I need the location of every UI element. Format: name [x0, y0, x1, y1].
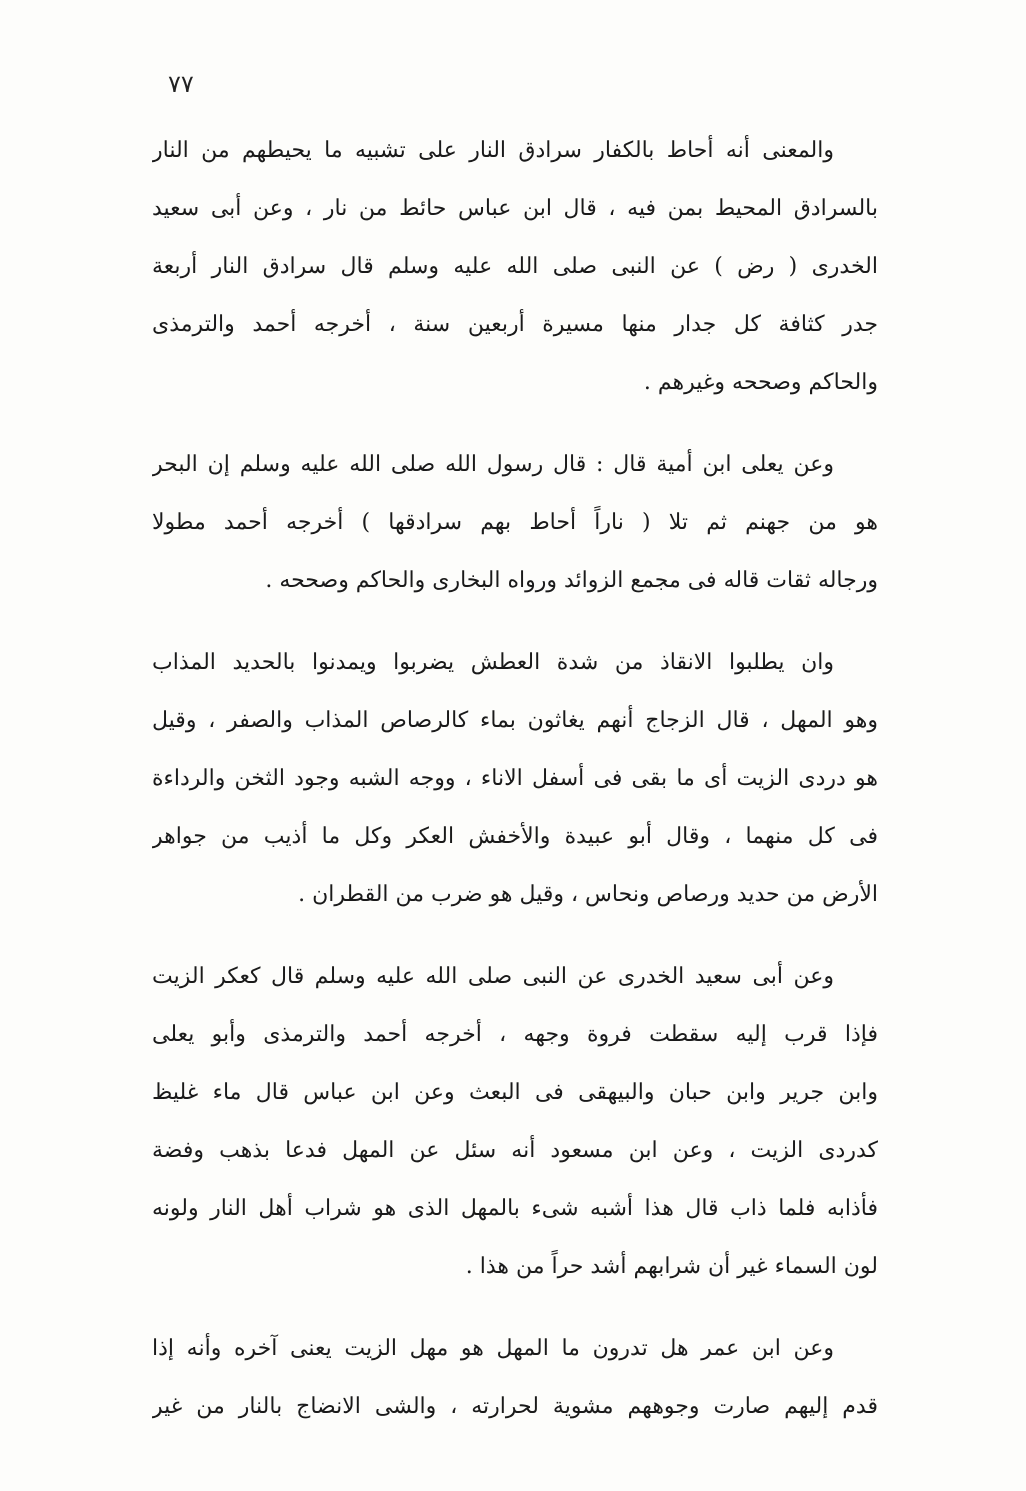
text-line: وابن جرير وابن حبان والبيهقى فى البعث وعن ابن عباس قال ماء غليظ: [152, 1080, 878, 1105]
text-line: جدر كثافة كل جدار منها مسيرة أربعين سنة ، أخرجه أحمد والترمذى: [152, 312, 878, 337]
text-line: هو من جهنم ثم تلا ( ناراً أحاط بهم سرادقها ) أخرجه أحمد مطولا: [152, 510, 878, 535]
page-content: [152, 122, 878, 1460]
paragraph-5: [152, 1320, 878, 1436]
text-line: الأرض من حديد ورصاص ونحاس ، وقيل هو ضرب من القطران .: [298, 882, 878, 907]
text-line: وان يطلبوا الانقاذ من شدة العطش يضربوا ويمدنوا بالحديد المذاب: [152, 650, 834, 675]
text-line: فأذابه فلما ذاب قال هذا أشبه شىء بالمهل الذى هو شراب أهل النار ولونه: [152, 1196, 878, 1221]
page-number: ٧٧: [168, 70, 194, 98]
text-line: والحاكم وصححه وغيرهم .: [643, 370, 878, 395]
text-line: كدردى الزيت ، وعن ابن مسعود أنه سئل عن المهل فدعا بذهب وفضة: [152, 1138, 878, 1163]
text-line: والمعنى أنه أحاط بالكفار سرادق النار على تشبيه ما يحيطهم من النار: [152, 138, 834, 163]
text-line: ورجاله ثقات قاله فى مجمع الزوائد ورواه البخارى والحاكم وصححه .: [265, 568, 878, 593]
paragraph-2: [152, 436, 878, 610]
text-line: وعن ابن عمر هل تدرون ما المهل هو مهل الزيت يعنى آخره وأنه إذا: [152, 1336, 834, 1361]
text-line: الخدرى ( رض ) عن النبى صلى الله عليه وسلم قال سرادق النار أربعة: [152, 254, 878, 279]
paragraph-4: [152, 948, 878, 1296]
text-line: وهو المهل ، قال الزجاج أنهم يغاثون بماء كالرصاص المذاب والصفر ، وقيل: [152, 708, 878, 733]
paragraph-1: [152, 122, 878, 412]
text-line: هو دردى الزيت أى ما بقى فى أسفل الاناء ، ووجه الشبه وجود الثخن والرداءة: [152, 766, 878, 791]
text-line: لون السماء غير أن شرابهم أشد حراً من هذا .: [465, 1254, 878, 1279]
text-line: بالسرادق المحيط بمن فيه ، قال ابن عباس حائط من نار ، وعن أبى سعيد: [152, 196, 878, 221]
text-line: فى كل منهما ، وقال أبو عبيدة والأخفش العكر وكل ما أذيب من جواهر: [152, 824, 878, 849]
text-line: وعن أبى سعيد الخدرى عن النبى صلى الله عليه وسلم قال كعكر الزيت: [152, 964, 834, 989]
text-line: فإذا قرب إليه سقطت فروة وجهه ، أخرجه أحمد والترمذى وأبو يعلى: [152, 1022, 878, 1047]
text-line: قدم إليهم صارت وجوههم مشوية لحرارته ، والشى الانضاج بالنار من غير: [152, 1394, 878, 1419]
paragraph-3: [152, 634, 878, 924]
text-line: وعن يعلى ابن أمية قال : قال رسول الله صلى الله عليه وسلم إن البحر: [152, 452, 834, 477]
